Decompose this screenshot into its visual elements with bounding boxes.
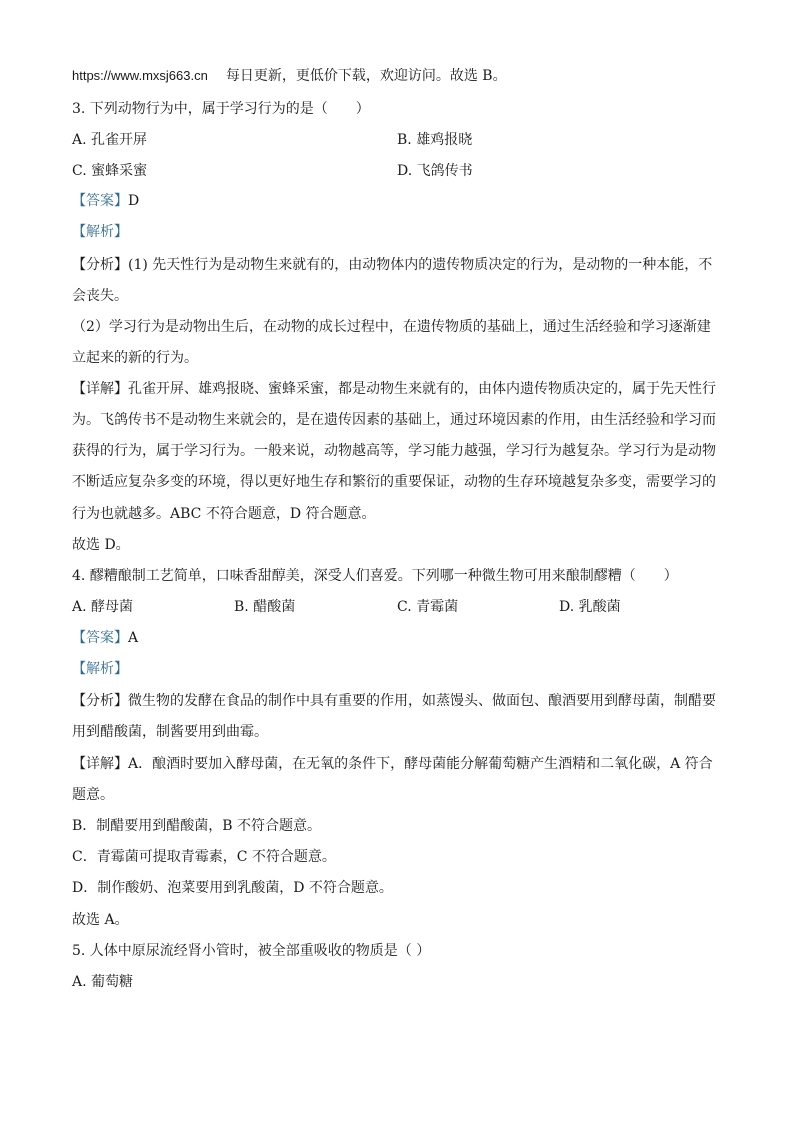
- q4-answer-value: A: [128, 630, 139, 646]
- q4-detail-text-1: A．酿酒时要加入酵母菌，在无氧的条件下，酵母菌能分解葡萄糖产生酒精和二氧化碳，A 符合: [128, 756, 713, 772]
- fenxi-tag: 【分析】: [72, 693, 128, 709]
- q3-answer-value: D: [128, 193, 140, 209]
- q4-detail-line-1: [72, 755, 727, 773]
- xiangjie-tag: 【详解】: [72, 381, 128, 397]
- analysis-tag: 【解析】: [72, 661, 128, 677]
- fenxi-tag: 【分析】: [72, 257, 128, 273]
- q3-fenxi-line-2: 会丧失。: [72, 288, 128, 304]
- q3-detail-text-1: 孔雀开屏、雄鸡报晓、蜜蜂采蜜，都是动物生来就有的，由体内遗传物质决定的，属于先天性行: [128, 381, 716, 397]
- q4-fenxi-line-1: [72, 692, 727, 710]
- q3-option-a: A. 孔雀开屏: [72, 132, 148, 148]
- q3-analysis-heading: [72, 223, 727, 241]
- source-url: https://www.mxsj663.cn: [72, 68, 208, 83]
- q4-detail-d: D．制作酸奶、泡菜要用到乳酸菌，D 不符合题意。: [72, 880, 393, 896]
- answer-tag: 【答案】: [72, 630, 128, 646]
- q4-fenxi-line-2: 用到醋酸菌，制酱要用到曲霉。: [72, 724, 268, 740]
- q3-detail-line-5: 行为也就越多。ABC 不符合题意，D 符合题意。: [72, 506, 376, 522]
- q3-fenxi-line-4: 立起来的新的行为。: [72, 350, 198, 366]
- q3-detail-line-4: 不断适应复杂多变的环境，得以更好地生存和繁衍的重要保证，动物的生存环境越复杂多变，需要学习的: [72, 474, 716, 490]
- question-3-stem: 3. 下列动物行为中，属于学习行为的是（ ）: [72, 101, 370, 117]
- q3-fenxi-line-3: （2）学习行为是动物出生后，在动物的成长过程中，在遗传物质的基础上，通过生活经验和学习逐渐建: [72, 319, 711, 335]
- q4-answer: [72, 629, 727, 647]
- q3-fenxi-line-1: [72, 256, 727, 274]
- q4-detail-b: B．制醋要用到醋酸菌，B 不符合题意。: [72, 818, 322, 834]
- q4-option-c: C. 青霉菌: [397, 599, 459, 615]
- q3-detail-line-3: 获得的行为，属于学习行为。一般来说，动物越高等，学习能力越强，学习行为越复杂。学习行为是动物: [72, 443, 716, 459]
- answer-tag: 【答案】: [72, 193, 128, 209]
- q4-analysis-heading: [72, 660, 727, 678]
- q4-option-d: D. 乳酸菌: [559, 599, 621, 615]
- q4-option-b: B. 醋酸菌: [234, 599, 296, 615]
- q4-detail-line-2: 题意。: [72, 787, 114, 803]
- q3-fenxi-text-1: (1) 先天性行为是动物生来就有的，由动物体内的遗传物质决定的行为，是动物的一种本能，不: [128, 257, 713, 273]
- q3-option-d: D. 飞鸽传书: [397, 163, 473, 179]
- q3-detail-line-2: 为。飞鸽传书不是动物生来就会的，是在遗传因素的基础上，通过环境因素的作用，由生活经验和学习而: [72, 412, 716, 428]
- question-4-stem: 4. 醪糟酿制工艺简单，口味香甜醇美，深受人们喜爱。下列哪一种微生物可用来酿制醪糟（ ）: [72, 568, 678, 584]
- q4-detail-c: C．青霉菌可提取青霉素，C 不符合题意。: [72, 849, 336, 865]
- q4-fenxi-text-1: 微生物的发酵在食品的制作中具有重要的作用，如蒸馒头、做面包、酿酒要用到酵母菌，制醋要: [128, 693, 716, 709]
- q5-option-a: A. 葡萄糖: [72, 974, 134, 990]
- q3-option-c: C. 蜜蜂采蜜: [72, 163, 148, 179]
- question-5-stem: 5. 人体中原尿流经肾小管时，被全部重吸收的物质是（ ）: [72, 943, 431, 959]
- q4-option-a: A. 酵母菌: [72, 599, 134, 615]
- q3-detail-line-1: [72, 380, 727, 398]
- header-line: [72, 67, 727, 85]
- q3-conclusion: 故选 D。: [72, 537, 130, 553]
- xiangjie-tag: 【详解】: [72, 756, 128, 772]
- q4-conclusion: 故选 A。: [72, 912, 129, 928]
- q3-option-b: B. 雄鸡报晓: [397, 132, 473, 148]
- analysis-tag: 【解析】: [72, 224, 128, 240]
- promo-text: 每日更新，更低价下载，欢迎访问。故选 B。: [225, 68, 507, 84]
- q3-answer: [72, 192, 727, 210]
